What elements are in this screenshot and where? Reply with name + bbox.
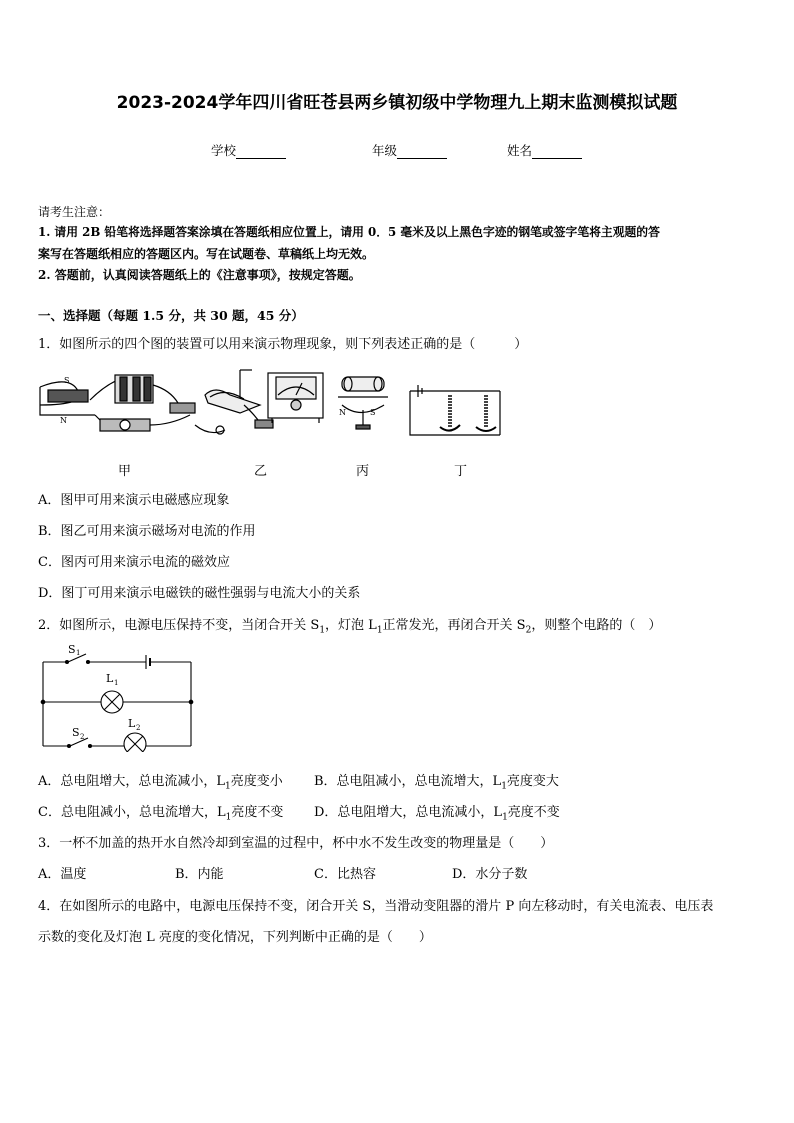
q1-option-c[interactable]: C．图丙可用来演示电流的磁效应: [38, 555, 230, 570]
q2-a-pre: A．总电阻增大，总电流减小，L: [38, 774, 226, 789]
q2-b-sub: 1: [501, 781, 507, 792]
q2-sub1: 1: [319, 625, 326, 636]
circuit-l2-sub: 2: [136, 724, 141, 732]
grade-label: 年级: [372, 143, 398, 158]
circuit-s2: S: [72, 726, 80, 739]
circuit-l2: L: [128, 717, 136, 730]
name-label: 姓名: [507, 143, 533, 158]
q2-d-post: 亮度不变: [507, 805, 560, 820]
q2-stem: [38, 614, 661, 636]
circuit-s1-sub: 1: [76, 649, 81, 657]
school-blank[interactable]: [236, 146, 286, 159]
grade-field[interactable]: [372, 141, 447, 159]
fig-jia: [40, 375, 195, 431]
circuit-s2-sub: 2: [80, 733, 85, 741]
q2-stem-a: 2．如图所示，电源电压保持不变，当闭合开关 S: [38, 618, 320, 633]
q2-sub1b: 1: [376, 625, 383, 636]
fig-label-ding: 丁: [454, 464, 468, 479]
name-blank[interactable]: [532, 146, 582, 159]
q1-option-a[interactable]: A．图甲可用来演示电磁感应现象: [38, 493, 230, 508]
circuit-s1: S: [68, 643, 76, 656]
fig-label-yi: 乙: [254, 464, 268, 479]
q3-stem: 3．一杯不加盖的热开水自然冷却到室温的过程中，杯中水不发生改变的物理量是（ ）: [38, 836, 554, 851]
q2-option-d[interactable]: [314, 801, 560, 823]
fig-ding-right: [410, 385, 500, 435]
q1-figure: [30, 365, 510, 445]
fig-compass-n: N: [339, 408, 346, 417]
q3-option-a[interactable]: A．温度: [38, 867, 87, 882]
q2-circuit: [38, 640, 198, 752]
q2-a-sub: 1: [225, 781, 231, 792]
fig-yi: [195, 370, 273, 434]
q2-stem-b: ，灯泡 L: [325, 618, 377, 633]
fig-label-jia: 甲: [118, 464, 132, 479]
circuit-l1: L: [106, 672, 114, 685]
q4-stem-line2: 示数的变化及灯泡 L 亮度的变化情况，下列判断中正确的是（ ）: [38, 930, 432, 945]
circuit-l1-sub: 1: [114, 679, 119, 687]
q2-option-c[interactable]: [38, 801, 283, 823]
q2-stem-c: 正常发光，再闭合开关 S: [382, 618, 526, 633]
notice-heading: 请考生注意：: [38, 205, 111, 219]
q2-c-post: 亮度不变: [231, 805, 284, 820]
fig-bing: [268, 373, 323, 423]
q2-d-pre: D．总电阻增大，总电流减小，L: [314, 805, 503, 820]
q4-stem-line1: 4．在如图所示的电路中，电源电压保持不变，闭合开关 S，当滑动变阻器的滑片 P 向左移动时，有关电流表、电压表: [38, 899, 714, 914]
fig-compass-s: S: [370, 408, 376, 417]
q2-c-sub: 1: [225, 812, 232, 823]
fig-label-bing: 丙: [356, 464, 370, 479]
fig-s-label: S: [64, 376, 70, 385]
q2-d-sub: 1: [502, 812, 508, 823]
grade-blank[interactable]: [397, 146, 447, 159]
fig-n-label: N: [60, 416, 67, 425]
q1-option-d[interactable]: D．图丁可用来演示电磁铁的磁性强弱与电流大小的关系: [38, 586, 361, 601]
q2-sub2: 2: [525, 625, 532, 636]
school-field[interactable]: [211, 141, 286, 159]
q2-option-b[interactable]: [314, 770, 559, 792]
page-title: 2023-2024学年四川省旺苍县两乡镇初级中学物理九上期末监测模拟试题: [116, 93, 678, 113]
q1-stem: 1．如图所示的四个图的装置可以用来演示物理现象，则下列表述正确的是（ ）: [38, 337, 528, 352]
q2-option-a[interactable]: [38, 770, 283, 792]
q2-b-post: 亮度变大: [506, 774, 559, 789]
section1-heading: 一、选择题（每题 1.5 分，共 30 题，45 分）: [38, 308, 304, 323]
q1-option-b[interactable]: B．图乙可用来演示磁场对电流的作用: [38, 524, 256, 539]
notice-item1-line2: 案写在答题纸相应的答题区内。写在试题卷、草稿纸上均无效。: [38, 247, 375, 261]
q2-c-pre: C．总电阻减小，总电流增大，L: [38, 805, 226, 820]
name-field[interactable]: [507, 141, 582, 159]
notice-item2: 2. 答题前，认真阅读答题纸上的《注意事项》，按规定答题。: [38, 268, 361, 282]
q2-a-post: 亮度变小: [230, 774, 283, 789]
q3-option-d[interactable]: D．水分子数: [452, 867, 528, 882]
school-label: 学校: [211, 143, 237, 158]
fig-ding-left: [338, 377, 388, 429]
q2-b-pre: B．总电阻减小，总电流增大，L: [314, 774, 502, 789]
q3-option-b[interactable]: B．内能: [175, 867, 224, 882]
q3-option-c[interactable]: C．比热容: [314, 867, 376, 882]
notice-item1-line1: 1. 请用 2B 铅笔将选择题答案涂填在答题纸相应位置上，请用 0．5 毫米及以上黑色字迹的钢笔或签字笔将主观题的答: [38, 225, 660, 239]
q2-stem-d: ，则整个电路的（ ）: [531, 618, 662, 633]
